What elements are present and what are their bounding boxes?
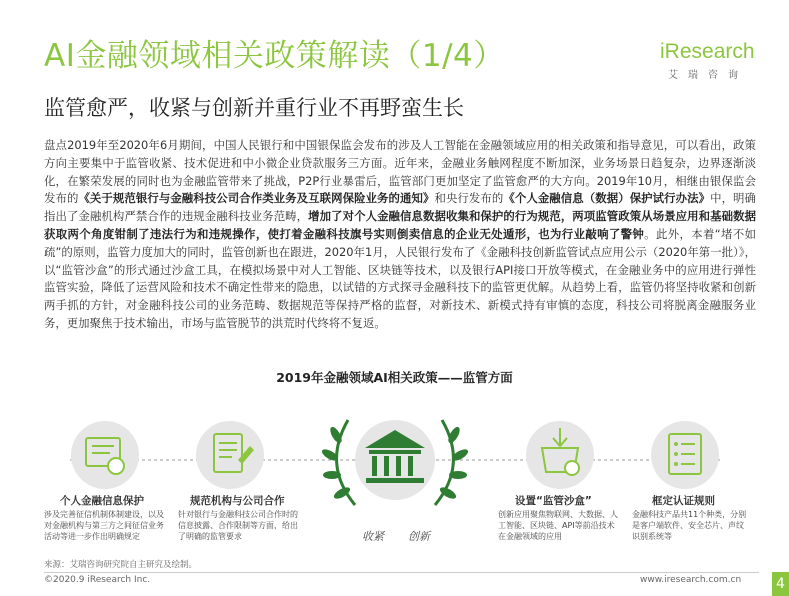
body-text-3: 中，明确指出了金融机构严禁合作的违规金融科技业务范畴， [44, 191, 756, 224]
card-title-1: 个人金融信息保护 [60, 495, 144, 507]
contract-document-icon [196, 421, 264, 489]
body-bold-2: 《个人金融信息（数据）保护试行办法》 [503, 191, 711, 206]
footer-copyright: ©2020.9 iResearch Inc. [44, 575, 151, 585]
section-title: 2019年金融领域AI相关政策——监管方面 [276, 370, 513, 385]
card-desc-1: 涉及完善征信机制体制建设，以及对金融机构与第三方之间征信业务活动等进一步作出明确规定 [44, 510, 164, 541]
body-bold-3: 增加了对个人金融信息数据收集和保护的行为规范，两项监管政策从场景应用和基础数据获取两个角度钳制了违法行为和违规操作，使打着金融科技旗号实则倒卖信息的企业无处遁形，也为行业敲响了警钟 [44, 209, 756, 241]
card-desc-3: 创新应用聚焦物联网、大数据、人工智能、区块链、API等前沿技术在金融领域的应用 [498, 510, 618, 541]
card-desc-2: 针对银行与金融科技公司合作时的信息披露、合作限制等方面，给出了明确的监管要求 [178, 510, 298, 541]
institution-building-icon [355, 420, 435, 500]
logo-word: Research [664, 40, 755, 63]
card-title-4: 框定认证规则 [652, 495, 715, 507]
page-title: AI金融领域相关政策解读（1/4） [44, 38, 505, 74]
body-paragraph [44, 137, 756, 333]
policy-diagram [0, 390, 789, 565]
body-text-4: 。此外，本着“堵不如疏”的原则，监管力度加大的同时，监管创新也在跟进，2020年1月，人民银行发布了《金融科技创新监管试点应用公示（2020年第一批）》，以“监管沙盒”的形式通过沙盒工具，在模拟场景中对人工智能、区块链等技术，以及银行API接口开放等模式，在金融业务中的应用进行弹性监管实验，降低了运营风险和技术不确定性带来的隐患，以试错的方式探寻金融科技下的监管更优解。从趋势上看，监管仍将坚持收紧和创新两手抓的方针，对金融科技公司的业务范畴、数据规范等保持严格的监督，对新技术、新模式持有审慎的态度，科技公司将脱离金融服务业务，更加聚焦于技术输出，市场与监管脱节的洪荒时代终将不复返。 [44, 226, 756, 330]
page-subtitle: 监管愈严，收紧与创新并重行业不再野蛮生长 [44, 96, 464, 120]
center-label-innovate: 创新 [408, 530, 430, 543]
body-text-2: 和央行发布的 [434, 191, 504, 206]
center-label-tighten: 收紧 [362, 530, 384, 543]
iresearch-logo [660, 40, 760, 81]
page-number: 4 [772, 572, 789, 596]
card-title-2: 规范机构与公司合作 [190, 495, 285, 507]
certification-list-icon [651, 421, 719, 489]
body-bold-1: 《关于规范银行与金融科技公司合作类业务及互联网保险业务的通知》 [78, 191, 435, 206]
source-note: 来源：艾瑞咨询研究院自主研究及绘制。 [44, 560, 198, 570]
card-title-3: 设置“监管沙盒” [515, 495, 592, 507]
sandbox-tray-icon [526, 421, 594, 489]
logo-cn: 艾瑞咨询 [668, 70, 748, 81]
footer-website: www.iresearch.com.cn [640, 575, 742, 585]
document-folder-icon [71, 421, 139, 489]
logo-i: i [660, 40, 665, 63]
body-text-1: 盘点2019年至2020年6月期间，中国人民银行和中国银保监会发布的涉及人工智能在金融领域应用的相关政策和指导意见，可以看出，政策方向主要集中于监管收紧、技术促进和中小微企业贷款服务三方面。近年来，金融业务触网程度不断加深，业务场景日趋复杂，边界逐渐淡化，在繁荣发展的同时也为金融监管带来了挑战，P2P行业暴雷后，监管部门更加坚定了监管愈严的大方向。2019年10月，相继由银保监会发布的 [44, 138, 756, 206]
card-desc-4: 金融科技产品共11个种类，分别是客户端软件、安全芯片、声纹识别系统等 [632, 510, 747, 541]
footer-divider [44, 572, 759, 573]
